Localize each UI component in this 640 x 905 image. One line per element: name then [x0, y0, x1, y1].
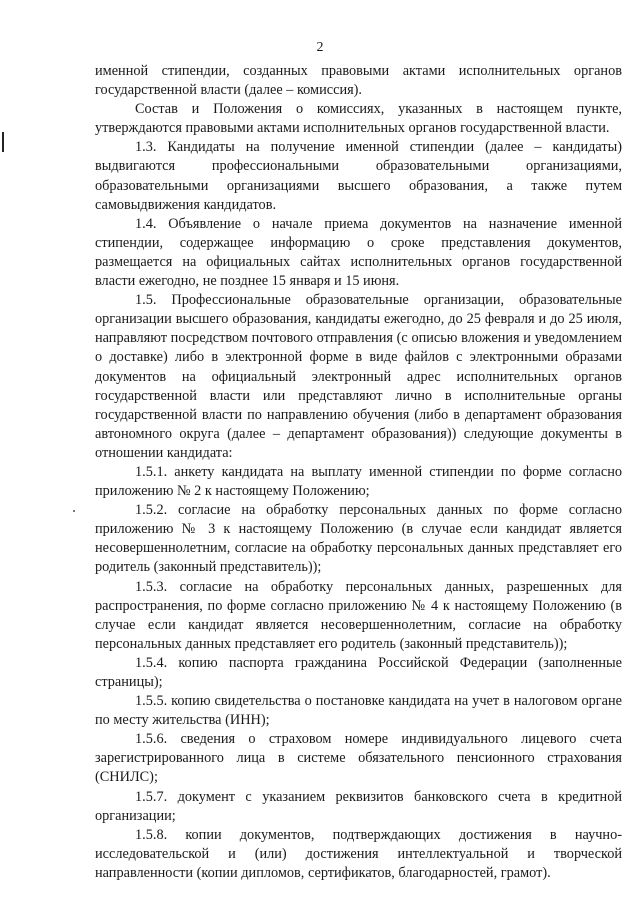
document-body — [95, 62, 622, 883]
margin-mark — [2, 132, 4, 152]
paragraph-1-5-5: 1.5.5. копию свидетельства о постановке кандидата на учет в налоговом органе по месту жительства (ИНН); — [95, 693, 622, 729]
scan-speck — [73, 510, 75, 512]
paragraph-1-5-1: 1.5.1. анкету кандидата на выплату именной стипендии по форме согласно приложению № 2 к настоящему Положению; — [95, 463, 622, 500]
paragraph-commission-composition: Состав и Положения о комиссиях, указанных в настоящем пункте, утверждаются правовыми актами исполнительных органов государственной власти. — [95, 101, 622, 137]
paragraph-continuation: именной стипендии, созданных правовыми актами исполнительных органов государственной власти (далее – комиссия). — [95, 63, 622, 99]
page-number: 2 — [316, 40, 324, 55]
paragraph-1-5: 1.5. Профессиональные образовательные организации, образовательные организации высшего образования, кандидаты ежегодно, до 25 февраля и до 25 июля, направляют посредством почтового отправления (с описью вложения и уведомлением о доставке) либо в электронной форме в виде файлов с электронными образами документов на официальный электронный адрес исполнительных органов государственной власти или представляют лично в исполнительные органы государственной власти по направлению обучения (либо в департамент образования автономного округа (далее – департамент образования)) следующие документы в отношении кандидата: — [95, 292, 622, 461]
paragraph-1-4: 1.4. Объявление о начале приема документов на назначение именной стипендии, содержащее информацию о сроке представления документов, размещается на официальных сайтах исполнительных органов государственной власти ежегодно, не позднее 15 января и 15 июня. — [95, 215, 622, 290]
paragraph-1-5-8: 1.5.8. копии документов, подтверждающих достижения в научно-исследовательской и (или) достижения интеллектуальной и творческой направленности (копии дипломов, сертификатов, благодарностей, грамот). — [95, 826, 622, 881]
paragraph-1-5-7: 1.5.7. документ с указанием реквизитов банковского счета в кредитной организации; — [95, 788, 622, 824]
paragraph-1-5-4: 1.5.4. копию паспорта гражданина Российской Федерации (заполненные страницы); — [95, 654, 622, 690]
paragraph-1-5-3: 1.5.3. согласие на обработку персональных данных, разрешенных для распространения, по форме согласно приложению № 4 к настоящему Положению (в случае если кандидат является несовершеннолетним, согласие на обработку персональных данных представляет его родитель (законный представитель)); — [95, 578, 622, 652]
paragraph-1-5-2: 1.5.2. согласие на обработку персональных данных по форме согласно приложению № 3 к настоящему Положению (в случае если кандидат является несовершеннолетним, согласие на обработку персональных данных представляет его родитель (законный представитель)); — [95, 502, 622, 576]
paragraph-1-5-6: 1.5.6. сведения о страховом номере индивидуального лицевого счета зарегистрированного лица в системе обязательного пенсионного страхования (СНИЛС); — [95, 731, 622, 786]
paragraph-1-3: 1.3. Кандидаты на получение именной стипендии (далее – кандидаты) выдвигаются профессиональными образовательными организациями, образовательными организациями высшего образования, а также путем самовыдвижения кандидатов. — [95, 139, 622, 213]
